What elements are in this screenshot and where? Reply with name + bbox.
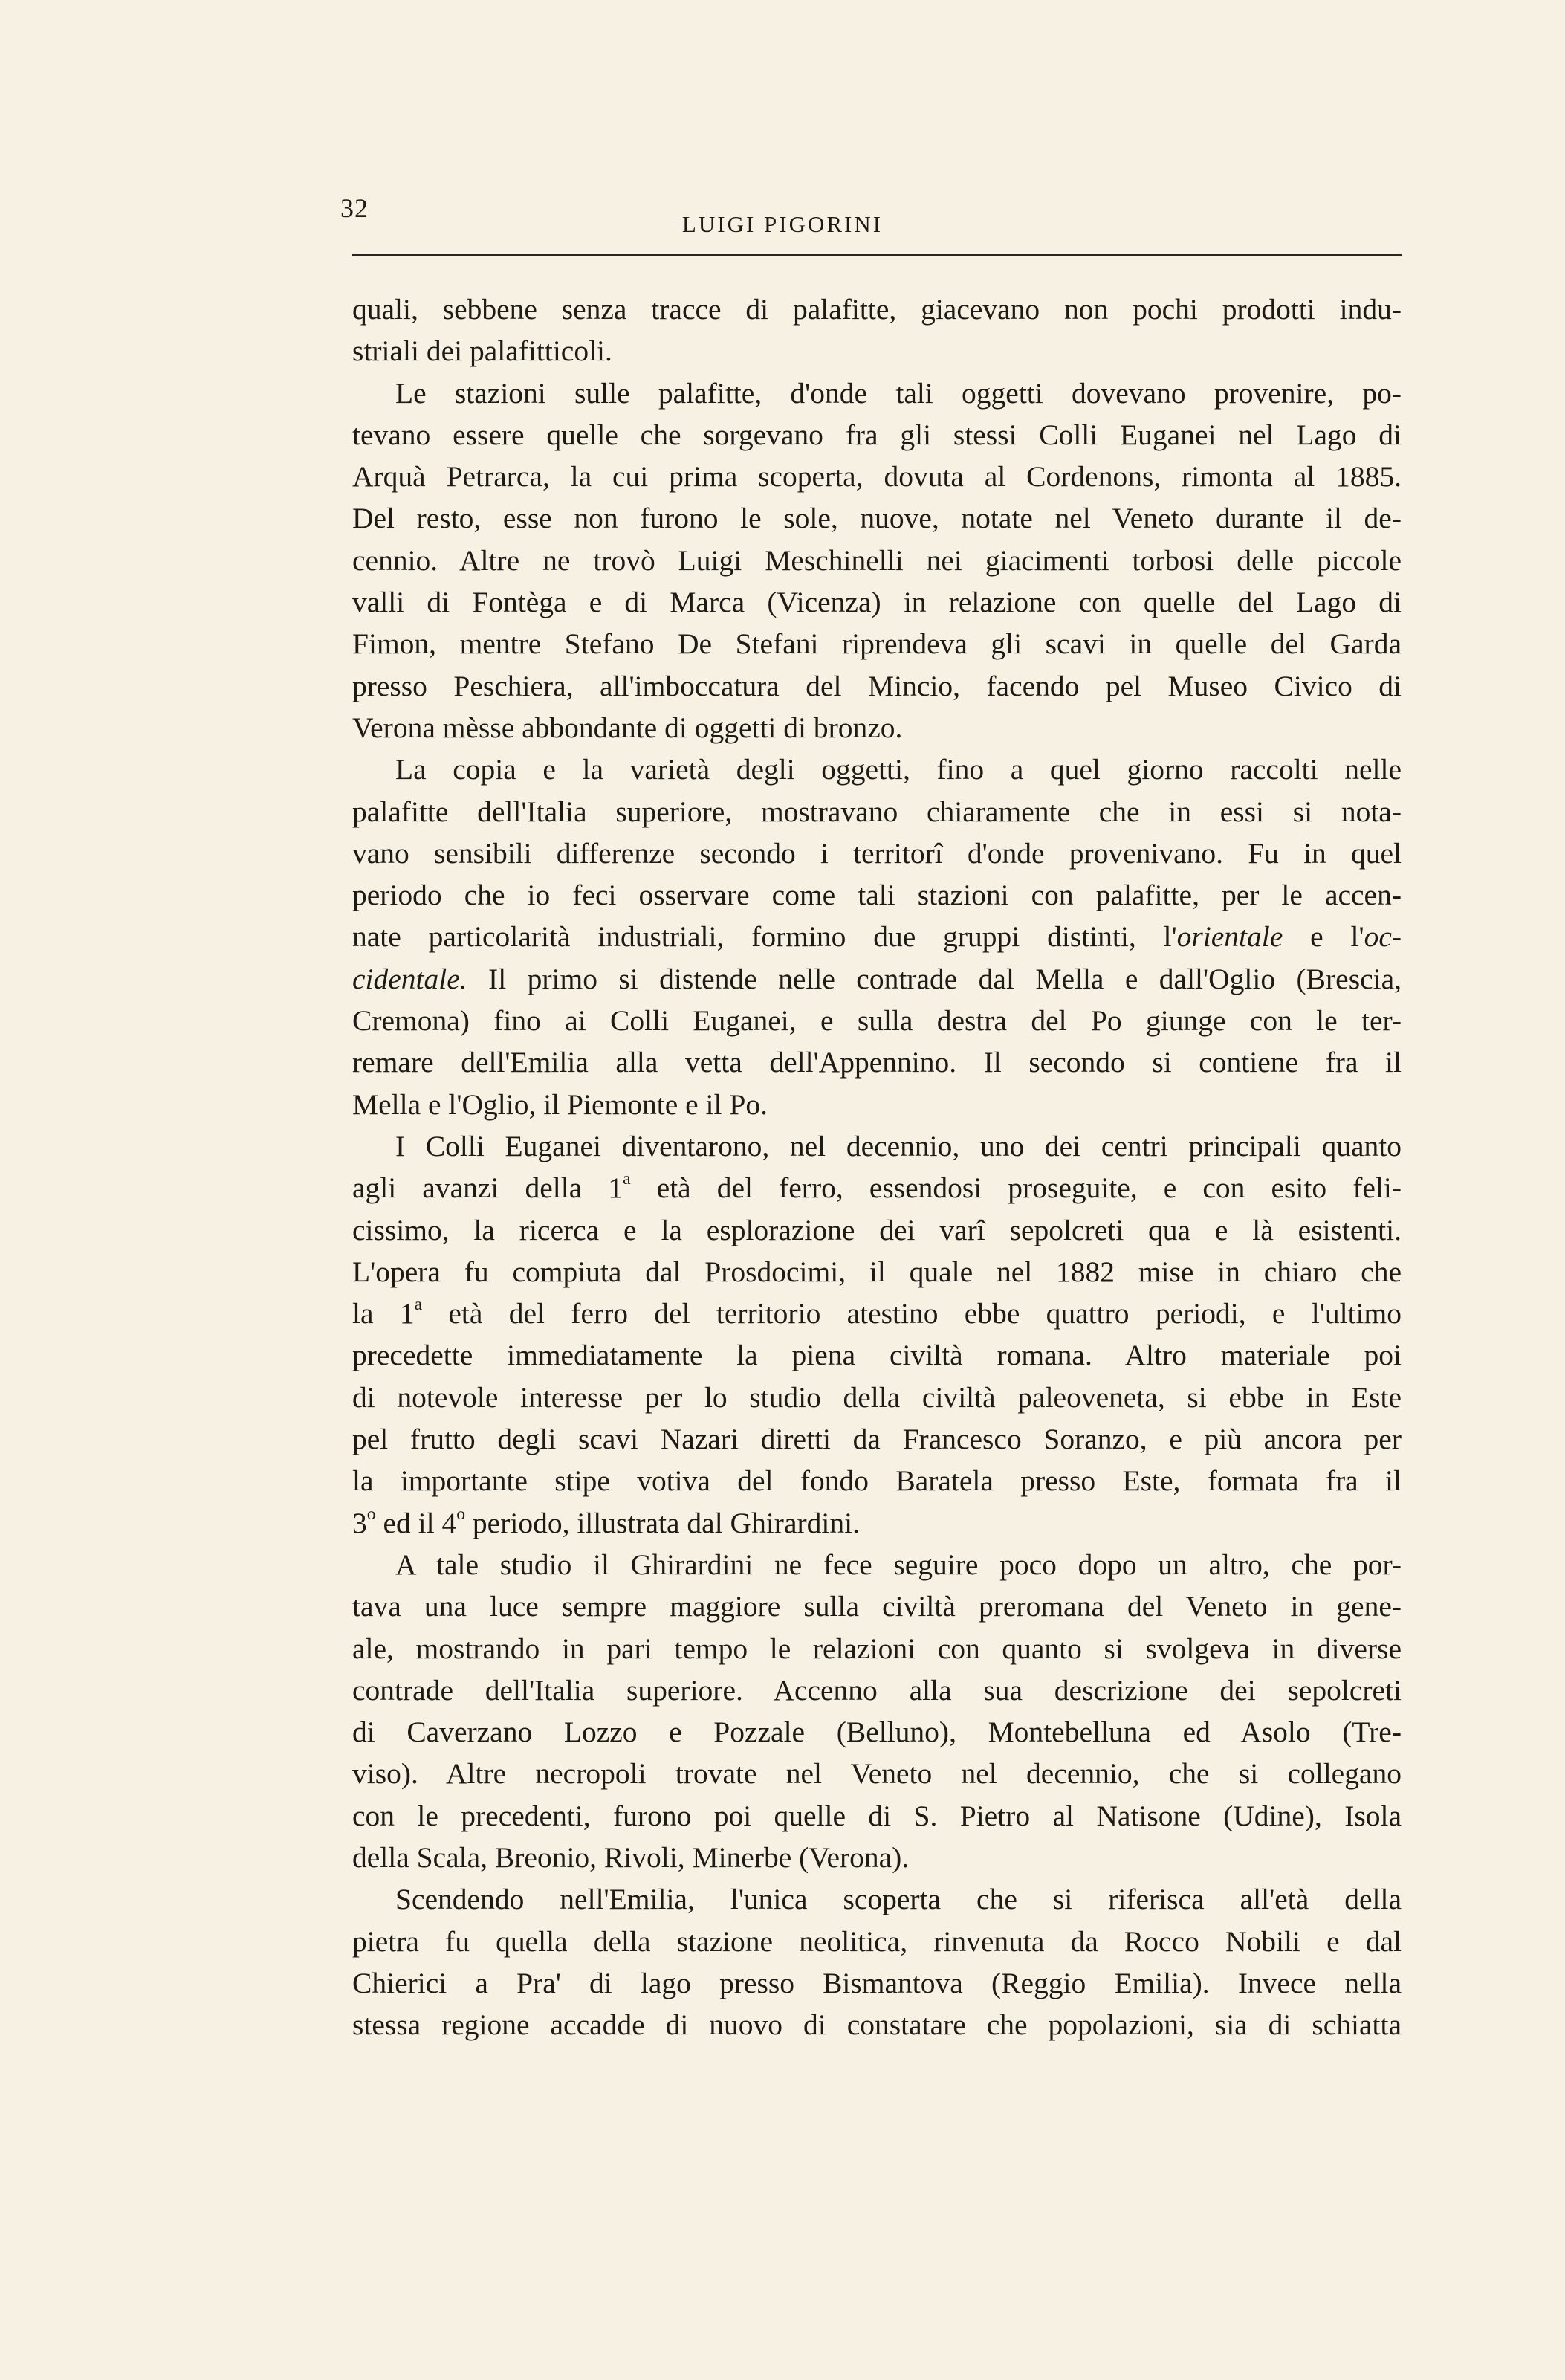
text-line: La copia e la varietà degli oggetti, fino a quel giorno raccolti nelle (395, 753, 1402, 786)
text-line (352, 916, 1402, 957)
text-line: ale, mostrando in pari tempo le relazioni con quanto si svolgeva in diverse (352, 1632, 1402, 1665)
italic-term: oc- (1364, 920, 1402, 954)
text-line (352, 1502, 1402, 1544)
text-line: A tale studio il Ghirardini ne fece seguire poco dopo un altro, che por- (395, 1548, 1402, 1581)
text-segment: la 1 (352, 1297, 415, 1330)
text-line: pel frutto degli scavi Nazari diretti da Francesco Soranzo, e più ancora per (352, 1423, 1402, 1456)
text-line: della Scala, Breonio, Rivoli, Minerbe (Verona). (352, 1840, 910, 1874)
text-line: pietra fu quella della stazione neolitica, rinvenuta da Rocco Nobili e dal (352, 1924, 1402, 1958)
text-line: stessa regione accadde di nuovo di constatare che popolazioni, sia di schiatta (352, 2008, 1402, 2042)
italic-term: cidentale. (352, 962, 467, 995)
text-line: cissimo, la ricerca e la esplorazione dei varî sepolcreti qua e là esistenti. (352, 1213, 1402, 1246)
text-line: valli di Fontèga e di Marca (Vicenza) in relazione con quelle del Lago di (352, 586, 1402, 619)
text-line: L'opera fu compiuta dal Prosdocimi, il quale nel 1882 mise in chiaro che (352, 1255, 1402, 1288)
text-line: Fimon, mentre Stefano De Stefani riprendeva gli scavi in quelle del Garda (352, 627, 1402, 661)
ordinal-superscript: a (414, 1295, 423, 1315)
text-line: la importante stipe votiva del fondo Baratela presso Este, formata fra il (352, 1464, 1402, 1498)
text-segment: periodo, illustrata dal Ghirardini. (465, 1506, 860, 1539)
text-line: Le stazioni sulle palafitte, d'onde tali oggetti dovevano provenire, po- (395, 376, 1402, 410)
text-line: striali dei palafitticoli. (352, 334, 612, 368)
text-segment: nate particolarità industriali, formino due gruppi distinti, l' (352, 920, 1177, 954)
text-line: Arquà Petrarca, la cui prima scoperta, dovuta al Cordenons, rimonta al 1885. (352, 460, 1402, 494)
text-line: cennio. Altre ne trovò Luigi Meschinelli nei giacimenti torbosi delle piccole (352, 543, 1402, 577)
italic-term: orientale (1176, 920, 1283, 954)
text-line: Cremona) fino ai Colli Euganei, e sulla destra del Po giunge con le ter- (352, 1004, 1402, 1038)
text-line: di notevole interesse per lo studio della civiltà paleoveneta, si ebbe in Este (352, 1380, 1402, 1414)
header-rule (352, 254, 1402, 256)
ordinal-superscript: a (623, 1169, 631, 1189)
text-segment: agli avanzi della 1 (352, 1171, 623, 1205)
text-segment: ed il 4 (375, 1506, 457, 1539)
text-line (352, 1167, 1402, 1209)
text-line: Scendendo nell'Emilia, l'unica scoperta che si riferisca all'età della (395, 1883, 1402, 1916)
ordinal-superscript: o (456, 1504, 466, 1524)
page-number: 32 (340, 193, 369, 223)
text-line: Verona mèsse abbondante di oggetti di bronzo. (352, 711, 903, 744)
running-title: LUIGI PIGORINI (681, 211, 884, 237)
text-line: viso). Altre necropoli trovate nel Veneto nel decennio, che si collegano (352, 1757, 1402, 1791)
text-line: tevano essere quelle che sorgevano fra gli stessi Colli Euganei nel Lago di (352, 418, 1402, 451)
text-line (352, 958, 1402, 1000)
text-line: tava una luce sempre maggiore sulla civiltà preromana del Veneto in gene- (352, 1590, 1402, 1623)
text-line: con le precedenti, furono poi quelle di S. Pietro al Natisone (Udine), Isola (352, 1799, 1402, 1832)
text-segment: età del ferro del territorio atestino ebbe quattro periodi, e l'ultimo (422, 1297, 1402, 1330)
text-segment: 3 (352, 1506, 367, 1539)
text-line: I Colli Euganei diventarono, nel decennio, uno dei centri principali quanto (395, 1129, 1402, 1162)
text-line: Chierici a Pra' di lago presso Bismantova (Reggio Emilia). Invece nella (352, 1966, 1402, 1999)
text-line: Del resto, esse non furono le sole, nuove, notate nel Veneto durante il de- (352, 502, 1402, 535)
ordinal-superscript: o (366, 1504, 376, 1524)
text-line: periodo che io feci osservare come tali stazioni con palafitte, per le accen- (352, 879, 1402, 912)
text-line: quali, sebbene senza tracce di palafitte, giacevano non pochi prodotti indu- (352, 293, 1402, 326)
text-line: remare dell'Emilia alla vetta dell'Appennino. Il secondo si contiene fra il (352, 1046, 1402, 1079)
text-line: palafitte dell'Italia superiore, mostravano chiaramente che in essi si nota- (352, 795, 1402, 828)
text-line: vano sensibili differenze secondo i territorî d'onde provenivano. Fu in quel (352, 836, 1402, 870)
text-segment: Il primo si distende nelle contrade dal Mella e dall'Oglio (Brescia, (467, 962, 1402, 995)
text-line: di Caverzano Lozzo e Pozzale (Belluno), Montebelluna ed Asolo (Tre- (352, 1716, 1402, 1749)
text-segment: età del ferro, essendosi proseguite, e con esito feli- (630, 1171, 1402, 1205)
text-line: contrade dell'Italia superiore. Accenno alla sua descrizione dei sepolcreti (352, 1673, 1402, 1707)
text-segment: e l' (1283, 920, 1364, 954)
text-line: Mella e l'Oglio, il Piemonte e il Po. (352, 1087, 768, 1121)
body-text (352, 288, 1402, 2046)
text-line (352, 1293, 1402, 1334)
text-line: presso Peschiera, all'imboccatura del Mincio, facendo pel Museo Civico di (352, 669, 1402, 702)
text-line: precedette immediatamente la piena civiltà romana. Altro materiale poi (352, 1339, 1402, 1372)
